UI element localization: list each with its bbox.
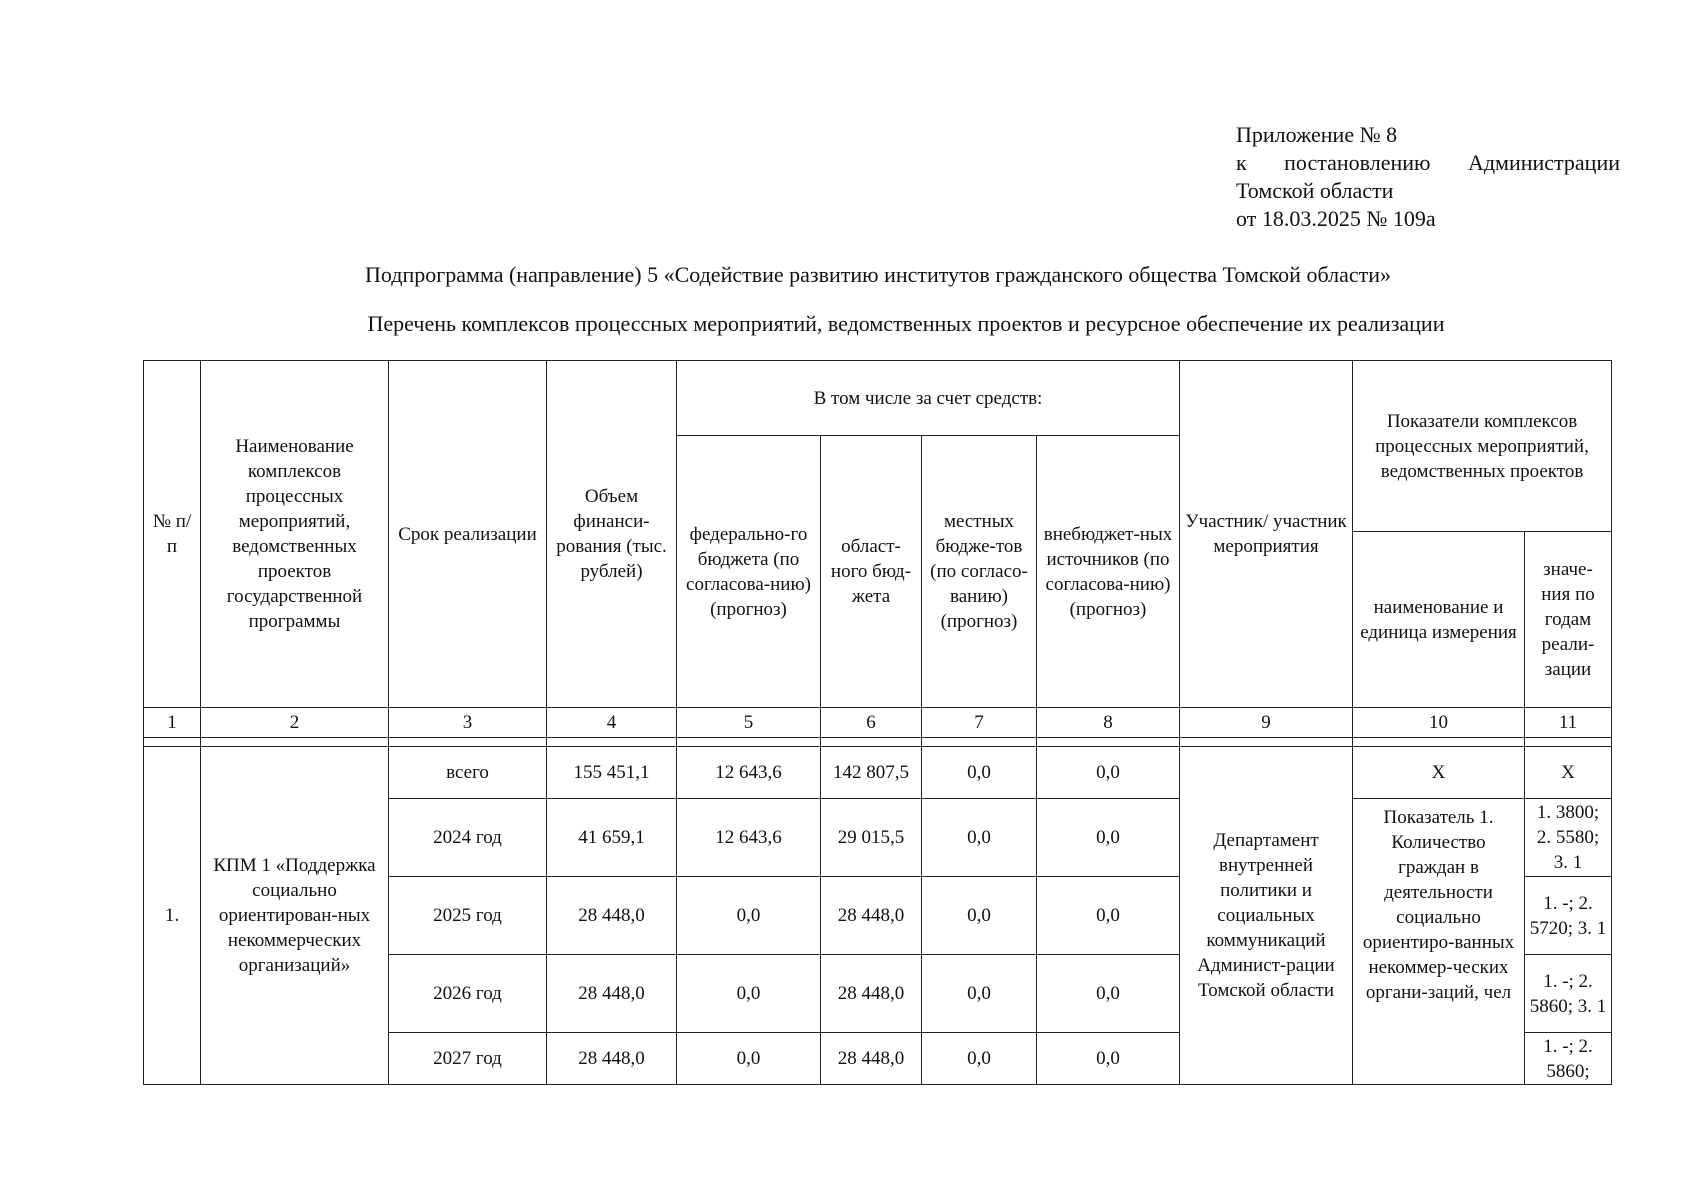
row-indicator-value: 1. -; 2. 5860;: [1525, 1033, 1612, 1085]
appendix-line-4: от 18.03.2025 № 109а: [1236, 206, 1436, 231]
appendix-line-2: к постановлению Администрации: [1236, 150, 1620, 175]
col-number: 6: [821, 708, 922, 738]
header-num: № п/п: [144, 361, 201, 708]
row-term: 2025 год: [389, 877, 547, 955]
header-name: Наименование комплексов процессных мероприятий, ведомственных проектов государственной программы: [201, 361, 389, 708]
header-participant: Участник/ участник мероприятия: [1180, 361, 1353, 708]
col-number: 11: [1525, 708, 1612, 738]
col-number: 5: [677, 708, 821, 738]
row-federal: 0,0: [677, 955, 821, 1033]
row-local: 0,0: [922, 877, 1037, 955]
row-indicator-name-total: X: [1353, 747, 1525, 799]
header-regional: област-ного бюд-жета: [821, 436, 922, 708]
header-volume: Объем финанси-рования (тыс. рублей): [547, 361, 677, 708]
col-number: 10: [1353, 708, 1525, 738]
row-indicator-value: 1. -; 2. 5860; 3. 1: [1525, 955, 1612, 1033]
row-volume: 41 659,1: [547, 799, 677, 877]
header-indicator-name: наименование и единица измерения: [1353, 532, 1525, 708]
header-including: В том числе за счет средств:: [677, 361, 1180, 436]
row-federal: 12 643,6: [677, 747, 821, 799]
col-number: 7: [922, 708, 1037, 738]
row-regional: 28 448,0: [821, 1033, 922, 1085]
header-local: местных бюдже-тов (по согласо-ванию) (прогноз): [922, 436, 1037, 708]
col-number: 1: [144, 708, 201, 738]
header-indicators: Показатели комплексов процессных мероприятий, ведомственных проектов: [1353, 361, 1612, 532]
col-number: 4: [547, 708, 677, 738]
row-participant: Департамент внутренней политики и социальных коммуникаций Админист-рации Томской области: [1180, 747, 1353, 1085]
col-number: 8: [1037, 708, 1180, 738]
column-numbers-row: [144, 708, 1612, 738]
row-local: 0,0: [922, 955, 1037, 1033]
row-number: 1.: [144, 747, 201, 1085]
header-indicator-values: значе-ния по годам реали-зации: [1525, 532, 1612, 708]
row-regional: 142 807,5: [821, 747, 922, 799]
row-indicator-name: Показатель 1. Количество граждан в деятельности социально ориентиро-ванных некоммер-ческих органи-заций, чел: [1353, 799, 1525, 1085]
row-federal: 12 643,6: [677, 799, 821, 877]
row-volume: 28 448,0: [547, 955, 677, 1033]
row-extra: 0,0: [1037, 877, 1180, 955]
row-indicator-value-total: X: [1525, 747, 1612, 799]
header-term: Срок реализации: [389, 361, 547, 708]
row-extra: 0,0: [1037, 1033, 1180, 1085]
row-federal: 0,0: [677, 877, 821, 955]
row-regional: 29 015,5: [821, 799, 922, 877]
col-number: 2: [201, 708, 389, 738]
row-name: КПМ 1 «Поддержка социально ориентирован-ных некоммерческих организаций»: [201, 747, 389, 1085]
row-volume: 155 451,1: [547, 747, 677, 799]
row-local: 0,0: [922, 1033, 1037, 1085]
header-extra: внебюджет-ных источников (по согласова-нию) (прогноз): [1037, 436, 1180, 708]
list-title: Перечень комплексов процессных мероприятий, ведомственных проектов и ресурсное обеспечение их реализации: [367, 311, 1445, 336]
row-indicator-value: 1. 3800; 2. 5580; 3. 1: [1525, 799, 1612, 877]
row-indicator-value: 1. -; 2. 5720; 3. 1: [1525, 877, 1612, 955]
row-local: 0,0: [922, 799, 1037, 877]
subprogram-title: Подпрограмма (направление) 5 «Содействие развитию институтов гражданского общества Томской области»: [365, 262, 1391, 287]
row-term: 2026 год: [389, 955, 547, 1033]
col-number: 9: [1180, 708, 1353, 738]
row-extra: 0,0: [1037, 955, 1180, 1033]
row-regional: 28 448,0: [821, 955, 922, 1033]
row-local: 0,0: [922, 747, 1037, 799]
row-term: 2024 год: [389, 799, 547, 877]
resource-table: [143, 360, 1612, 1085]
col-number: 3: [389, 708, 547, 738]
row-federal: 0,0: [677, 1033, 821, 1085]
row-volume: 28 448,0: [547, 877, 677, 955]
appendix-line-1: Приложение № 8: [1236, 122, 1398, 147]
row-extra: 0,0: [1037, 799, 1180, 877]
row-term: 2027 год: [389, 1033, 547, 1085]
appendix-line-3: Томской области: [1236, 178, 1394, 203]
row-regional: 28 448,0: [821, 877, 922, 955]
row-term: всего: [389, 747, 547, 799]
table-row: [144, 747, 1612, 799]
header-federal: федерально-го бюджета (по согласова-нию) (прогноз): [677, 436, 821, 708]
row-extra: 0,0: [1037, 747, 1180, 799]
appendix-block: [1236, 121, 1620, 233]
row-volume: 28 448,0: [547, 1033, 677, 1085]
